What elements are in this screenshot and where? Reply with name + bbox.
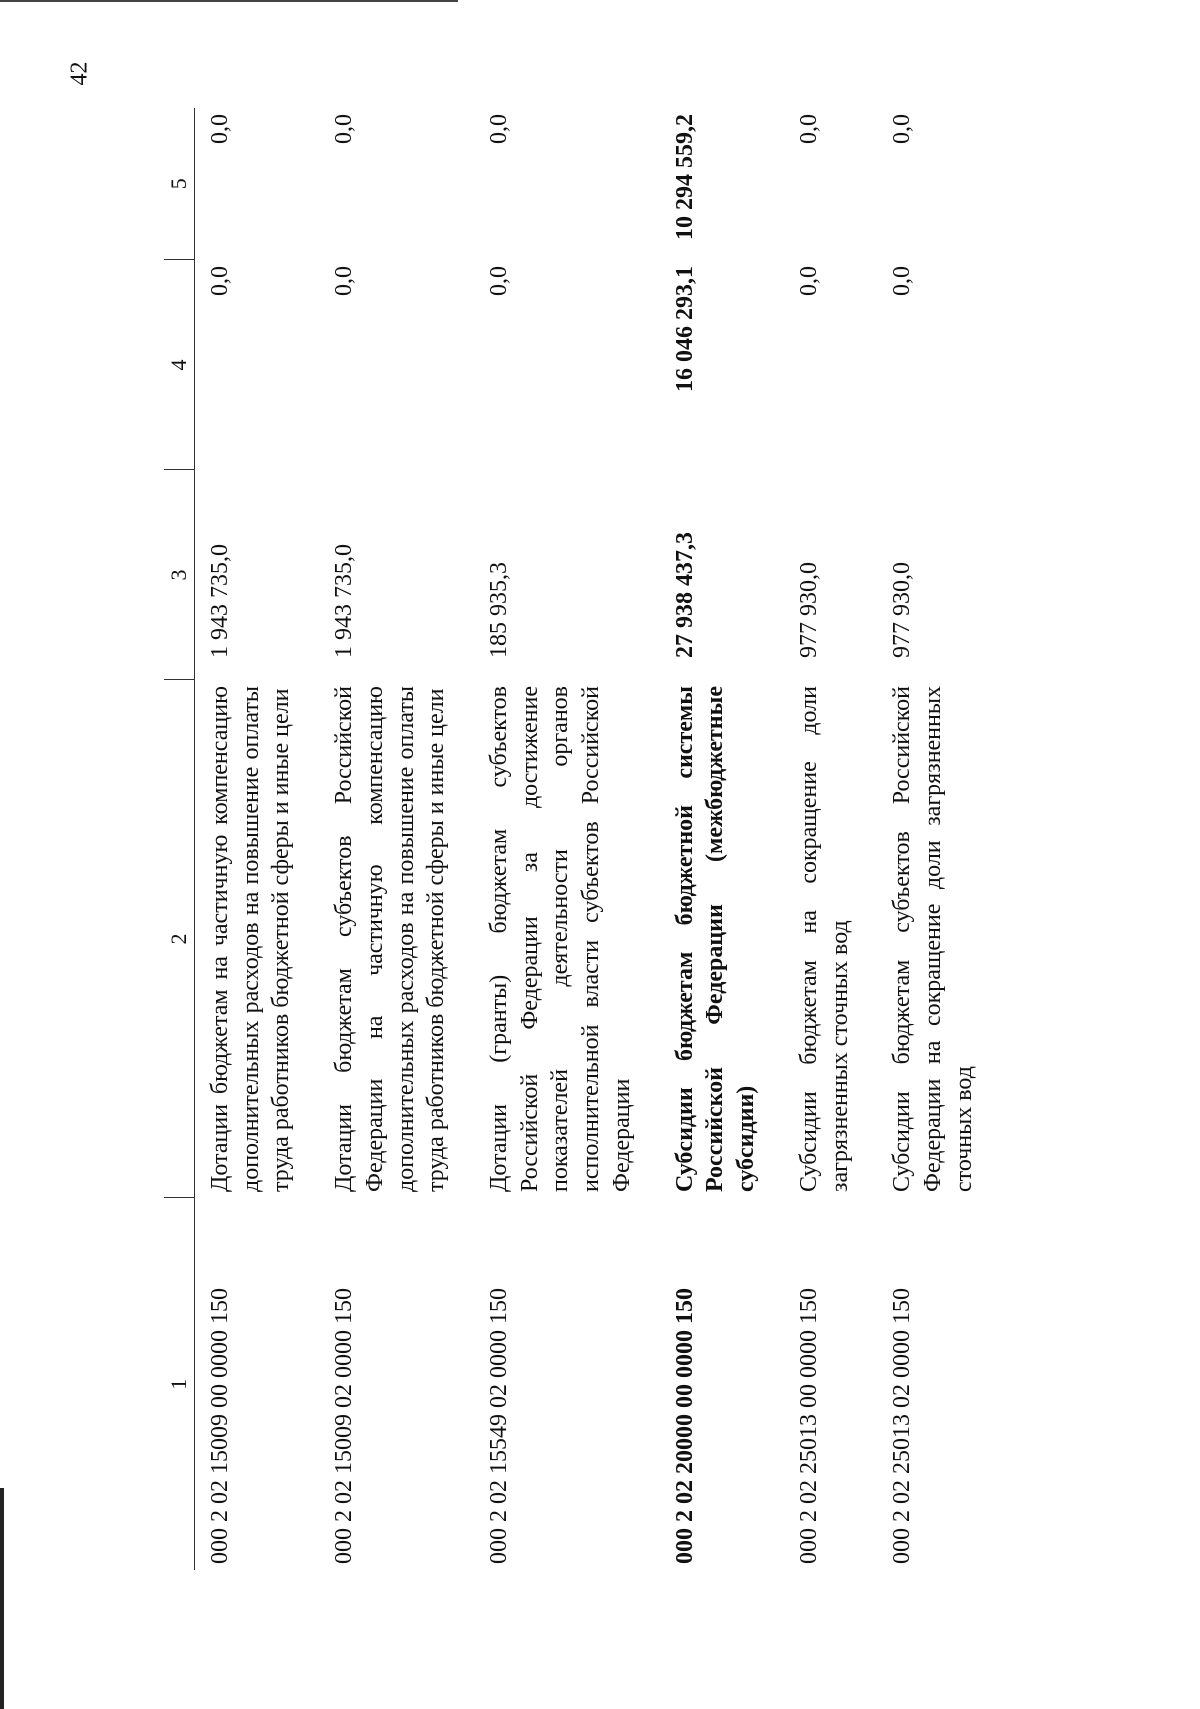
- row-value-col4: 0,0: [486, 266, 513, 296]
- table-row: [784, 108, 877, 1570]
- row-value-col3: 1 943 735,0: [331, 544, 358, 658]
- row-value-col5: 10 294 559,2: [671, 114, 698, 240]
- row-value-col5: 0,0: [889, 114, 916, 144]
- row-name: Дотации бюджетам на частичную компенсацию дополнительных расходов на повышение оплаты труда работников бюджетной сферы и иные цели: [207, 686, 295, 1192]
- row-value-col4: 0,0: [207, 266, 233, 296]
- row-code: 000 2 02 15009 00 0000 150: [207, 1288, 233, 1564]
- column-header-3: 3: [164, 470, 195, 680]
- row-value-col4: 0,0: [331, 266, 358, 296]
- column-header-1: 1: [164, 1198, 195, 1570]
- row-value-col3: 27 938 437,3: [671, 532, 698, 658]
- row-value-col5: 0,0: [331, 114, 358, 144]
- row-value-col5: 0,0: [486, 114, 513, 144]
- rotated-table-wrapper: [164, 10, 1124, 1570]
- row-name: Субсидии бюджетам субъектов Российской Федерации на сокращение доли загрязненных сточных вод: [889, 686, 977, 1192]
- column-header-2: 2: [164, 680, 195, 1198]
- row-code: 000 2 02 20000 00 0000 150: [671, 1288, 698, 1564]
- row-value-col4: 16 046 293,1: [671, 266, 698, 392]
- row-value-col3: 185 935,3: [486, 562, 513, 658]
- row-name: Субсидии бюджетам на сокращение доли загрязненных сточных вод: [795, 686, 853, 1192]
- row-value-col5: 0,0: [795, 114, 822, 144]
- table-row: [319, 108, 474, 1570]
- row-value-col5: 0,0: [207, 114, 233, 144]
- row-code: 000 2 02 25013 00 0000 150: [795, 1288, 822, 1564]
- row-name: Дотации (гранты) бюджетам субъектов Российской Федерации за достижение показателей деятельности органов исполнительной власти субъектов Российской Федерации: [486, 686, 635, 1192]
- column-header-5: 5: [164, 108, 195, 260]
- header-row: [164, 108, 195, 1570]
- table-row: [195, 108, 320, 1570]
- row-name: Дотации бюджетам субъектов Российской Федерации на частичную компенсацию дополнительных расходов на повышение оплаты труда работников бюджетной сферы и иные цели: [331, 686, 450, 1192]
- row-code: 000 2 02 25013 02 0000 150: [889, 1288, 916, 1564]
- row-value-col3: 1 943 735,0: [207, 544, 233, 658]
- scan-edge-line: [0, 0, 458, 2]
- row-value-col3: 977 930,0: [795, 562, 822, 658]
- row-code: 000 2 02 15009 02 0000 150: [331, 1288, 358, 1564]
- row-value-col3: 977 930,0: [889, 562, 916, 658]
- budget-table: [164, 108, 1001, 1570]
- row-value-col4: 0,0: [795, 266, 822, 296]
- row-name: Субсидии бюджетам бюджетной системы Российской Федерации (межбюджетные субсидии): [671, 686, 760, 1192]
- row-value-col4: 0,0: [889, 266, 916, 296]
- table-row-subtotal: [660, 108, 784, 1570]
- row-code: 000 2 02 15549 02 0000 150: [486, 1288, 513, 1564]
- scan-edge-shadow: [0, 1488, 4, 1709]
- column-header-4: 4: [164, 260, 195, 470]
- page-number: 42: [66, 61, 93, 86]
- table-row: [474, 108, 660, 1570]
- table-row: [877, 108, 1001, 1570]
